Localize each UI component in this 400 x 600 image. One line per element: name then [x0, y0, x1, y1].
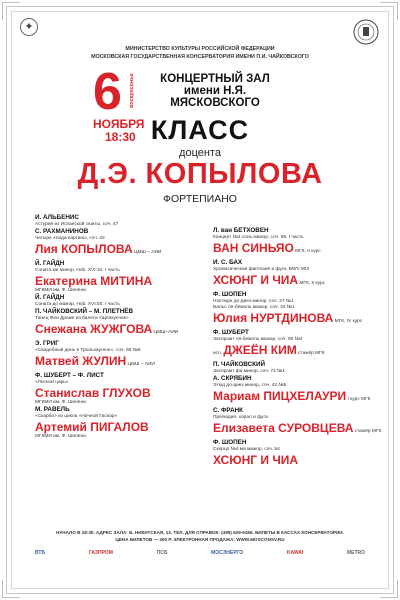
performer-school: МГКМИ им. Ф. Шопена: [35, 288, 86, 293]
eagle-emblem-icon: ✦: [20, 18, 38, 36]
date-day-number: 6: [93, 63, 122, 121]
performer-name: [213, 389, 383, 407]
composer-name: М. РАВЕЛЬ: [35, 406, 70, 413]
sponsor-logo: KAWAI: [286, 550, 304, 556]
work-title: Ноктюрн до-диез минор, соч. 27 №1: [213, 299, 294, 304]
title-klass: КЛАСС: [150, 115, 250, 145]
title-docenta: доцента: [179, 147, 221, 159]
footer-info-line-1: НАЧАЛО В 18:30. АДРЕС ЗАЛА: Б. НИКИТСКАЯ, 13. ТЕЛ. ДЛЯ СПРАВОК: (495) 629-9166. БИЛЕТЫ В КАССАХ КОНСЕРВАТОРИИ.: [56, 530, 344, 535]
performer-name-text: ДЖЕЁН КИМ: [223, 343, 297, 357]
composer-name: Ф. ШОПЕН: [213, 291, 247, 298]
program-left-column: [35, 214, 215, 440]
composer-name: Ф. ШУБЕРТ: [213, 329, 249, 336]
performer-name: [213, 453, 383, 467]
composer-name: А. СКРЯБИН: [213, 375, 252, 382]
work-title: Концерт №4 соль мажор, соч. 58. I часть: [213, 235, 304, 240]
performer-name-text: Артемий ПИГАЛОВ: [35, 420, 149, 434]
date-time: 18:30: [105, 130, 136, 144]
performer-name: [213, 421, 383, 439]
sponsor-logo: МОСЭНЕРГО: [211, 550, 244, 556]
work-title: Скерцо №4 ми мажор, соч. 54: [213, 447, 280, 452]
frame-corner: [380, 2, 398, 20]
work-title: «Свадебный день в Трольхаугене», соч. 65 №6: [35, 348, 141, 353]
teacher-name: Д.Э. КОПЫЛОВА: [77, 158, 323, 190]
sponsor-logo: ПСБ: [156, 550, 168, 556]
composer-name: Э. ГРИГ: [35, 340, 59, 347]
work-title: Танец Феи Драже из балета «Щелкунчик»: [35, 316, 129, 321]
performer-name: [35, 322, 215, 340]
hall-name: [140, 73, 290, 109]
work-title: Экспромт ля-бемоль мажор, соч. 90 №4: [213, 337, 303, 342]
work-title: Этюд до-диез минор, соч. 42 №5: [213, 383, 287, 388]
program-item: [35, 308, 215, 340]
performer-name-text: Юлия НУРТДИНОВА: [213, 311, 334, 325]
program-item: [213, 291, 383, 329]
sponsor-logo: ВТБ: [35, 550, 46, 556]
composer-name: Й. ГАЙДН: [35, 260, 65, 267]
frame-corner: [2, 2, 20, 20]
performer-name-text: Станислав ГЛУХОВ: [35, 386, 151, 400]
composer-name: И. С. БАХ: [213, 259, 243, 266]
program-item: [35, 340, 215, 372]
hall-line-2: имени Н.Я. МЯСКОВСКОГО: [170, 85, 260, 109]
program-item: [35, 406, 215, 440]
program-right-column: [213, 227, 383, 467]
program-item: [35, 214, 215, 228]
program-item: [213, 227, 383, 259]
program-item: [35, 294, 215, 308]
ministry-logo: [20, 18, 110, 38]
performer-note: стажёр МГК: [296, 351, 325, 356]
ministry-line: МИНИСТЕРСТВО КУЛЬТУРЫ РОССИЙСКОЙ ФЕДЕРАЦИИ: [125, 46, 275, 52]
composer-name: Ф. ШУБЕРТ – Ф. ЛИСТ: [35, 372, 104, 379]
performer-note: ЦМШ – АИИ: [126, 362, 155, 367]
program-item: [213, 329, 383, 361]
sponsor-logo: ГАЗПРОМ: [88, 550, 113, 556]
performer-name-text: Екатерина МИТИНА: [35, 274, 153, 288]
program-item: [213, 259, 383, 291]
performer-note: ЦМШ – АИИ: [132, 250, 162, 255]
performer-name: [35, 354, 215, 372]
performer-note: I курс МГК: [346, 397, 371, 402]
work-title: Соната ми минор, Hob. XVI:34. I часть: [35, 268, 120, 273]
instrument: ФОРТЕПИАНО: [163, 193, 237, 205]
performer-name: [213, 241, 383, 259]
performer-school: МГКМИ им. Ф. Шопена: [35, 400, 86, 405]
performer-name: [213, 273, 383, 291]
performer-name-text: ХСЮНГ И ЧИА: [213, 273, 299, 287]
composer-name: С. РАХМАНИНОВ: [35, 228, 89, 235]
composer-name: И. АЛЬБЕНИС: [35, 214, 79, 221]
footer-info-line-2: ЦЕНА БИЛЕТОВ — 300 Р. ЭЛЕКТРОННАЯ ПРОДАЖА: WWW.MOSCONSV.RU: [115, 537, 285, 542]
work-title: Вальс ля-бемоль мажор, соч. 34 №1: [213, 305, 295, 310]
performer-name: [35, 242, 215, 260]
work-title: «Лесной царь»: [35, 380, 69, 385]
program-item: [213, 375, 383, 407]
program-item: [213, 407, 383, 439]
performer-name-text: Лия КОПЫЛОВА: [35, 242, 133, 256]
composer-name: П. ЧАЙКОВСКИЙ – М. ПЛЕТНЁВ: [35, 308, 134, 315]
performer-name: [213, 343, 383, 361]
performer-name-text: ВАН СИНЬЯО: [213, 241, 294, 255]
performer-school: МГКМИ им. Ф. Шопена: [35, 434, 86, 439]
program-item: [35, 228, 215, 260]
performer-note: МГК, II курс: [293, 249, 321, 254]
work-title: Экспромт фа минор, соч. 72 №1: [213, 369, 285, 374]
performer-name-text: Мариам ПИЦХЕЛАУРИ: [213, 389, 347, 403]
performer-note: МГК, IV курс: [333, 319, 363, 324]
composer-name: Ф. ШОПЕН: [213, 439, 247, 446]
program-item: [35, 372, 215, 406]
sponsor-logo: METRO: [346, 550, 365, 556]
hall-line-1: КОНЦЕРТНЫЙ ЗАЛ: [160, 73, 270, 85]
program-item: [213, 439, 383, 467]
composer-name: С. ФРАНК: [213, 407, 244, 414]
work-title: Астурия из Испанской сюиты, соч. 47: [35, 222, 119, 227]
conservatory-line: МОСКОВСКАЯ ГОСУДАРСТВЕННАЯ КОНСЕРВАТОРИЯ ИМЕНИ П.И. ЧАЙКОВСКОГО: [91, 54, 309, 60]
performer-note: МГК, II курс: [298, 281, 326, 286]
performer-prefix: исп.: [213, 351, 224, 356]
program-item: [35, 260, 215, 294]
date-month: НОЯБРЯ: [93, 117, 145, 131]
performer-name: [35, 420, 215, 434]
conservatory-logo-icon: [352, 18, 380, 46]
work-title: Хроматическая фантазия и фуга, BWV 903: [213, 267, 310, 272]
date-weekday: воскресенье: [129, 73, 135, 109]
performer-name: [213, 311, 383, 329]
performer-note: ЦМШ–АИИ: [152, 330, 179, 335]
work-title: Соната до мажор, Hob. XVI:50. I часть: [35, 302, 120, 307]
frame-corner: [2, 580, 20, 598]
performer-name-text: Снежана ЖУЖГОВА: [35, 322, 153, 336]
work-title: Прелюдия, хорал и фуга: [213, 415, 268, 420]
composer-name: П. ЧАЙКОВСКИЙ: [213, 361, 266, 368]
frame-corner: [380, 580, 398, 598]
performer-name-text: Елизавета СУРОВЦЕВА: [213, 421, 354, 435]
performer-name: [35, 386, 215, 400]
performer-name-text: Матвей ЖУЛИН: [35, 354, 127, 368]
composer-name: Л. ван БЕТХОВЕН: [213, 227, 269, 234]
work-title: Четыре этюда-картины, соч. 33: [35, 236, 105, 241]
work-title: «Скарбо» из цикла «Ночной Гаспар»: [35, 414, 118, 419]
program-item: [213, 361, 383, 375]
performer-name: [35, 274, 215, 288]
sponsor-strip: [35, 548, 365, 558]
composer-name: Й. ГАЙДН: [35, 294, 65, 301]
performer-name-text: ХСЮНГ И ЧИА: [213, 453, 299, 467]
performer-note: стажёр МГК: [353, 429, 382, 434]
